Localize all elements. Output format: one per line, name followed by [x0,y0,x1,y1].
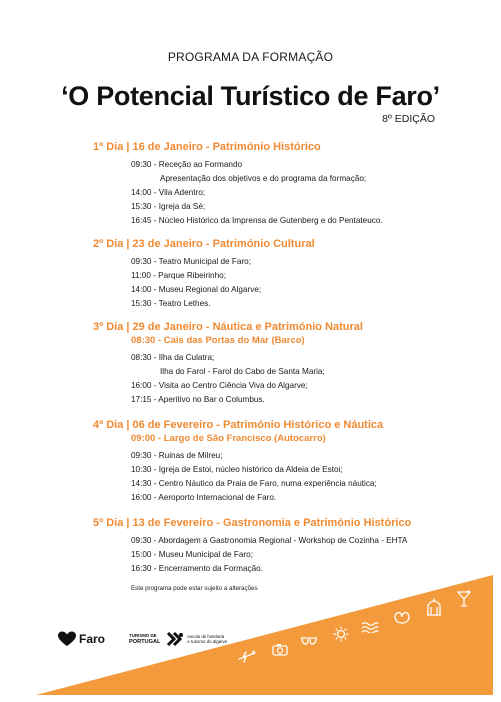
day-3-section [93,320,483,407]
schedule-item: 09:30 - Receção ao Formando [131,160,243,169]
day-meeting-point: 09:00 - Largo de São Francisco (Autocarro) [131,433,326,444]
schedule-item: 16:45 - Núcleo Histórico da Imprensa de Gutenberg e do Pentateuco. [131,216,383,225]
day-meeting-point: 08:30 - Cais das Portas do Mar (Barco) [131,335,305,346]
schedule-item: 10:30 - Igreja de Estoi, núcleo histórico da Aldeia de Estoi; [131,465,343,474]
day-2-section [93,237,483,311]
schedule-item: 14:00 - Vila Adentro; [131,188,206,197]
escola-logo-line2: e turismo do algarve [187,639,228,644]
day-items [131,534,483,576]
day-title: 4º Dia | 06 de Fevereiro - Património Histórico e Náutica [93,419,384,431]
sun-icon [333,626,349,642]
day-title: 5º Dia | 13 de Fevereiro - Gastronomia e Património Histórico [93,517,412,529]
edition-label: 8º EDIÇÃO [382,113,435,125]
escola-hotelaria-logo [166,631,227,647]
day-items [131,158,483,228]
schedule-item: 08:30 - Ilha da Culatra; [131,353,215,362]
schedule-item: 09:30 - Ruinas de Milreu; [131,451,223,460]
camera-icon [272,643,288,656]
day-items [131,255,483,311]
schedule-item: 09:30 - Abordagem à Gastronomia Regional - Workshop de Cozinha - EHTA [131,536,408,545]
schedule-item: 16:30 - Encerramento da Formação. [131,564,263,573]
schedule-item: Apresentação dos objetivos e do programa da formação; [160,174,367,183]
faro-heart-icon [57,631,77,647]
plane-icon [238,650,256,664]
turismo-logo-line1: TURISMO DE [129,633,157,638]
program-label: PROGRAMA DA FORMAÇÃO [167,50,334,64]
day-items [131,449,483,505]
page-title: ‘O Potencial Turístico de Faro’ [61,81,440,111]
pretzel-icon [393,609,411,625]
footnote: Este programa pode estar sujeito a alterações [131,585,258,592]
day-title: 1º Dia | 16 de Janeiro - Património Histórico [93,141,321,153]
turismo-logo-line2: PORTUGAL [129,639,161,645]
schedule-item: 09:30 - Teatro Municipal de Faro; [131,257,251,266]
day-title: 3º Dia | 29 de Janeiro - Náutica e Património Natural [93,321,363,333]
sunglasses-icon [300,636,318,645]
turismo-portugal-logo [129,633,160,645]
faro-logo [57,631,105,647]
schedule-item: Ilha do Farol - Farol do Cabo de Santa Maria; [160,367,325,376]
escola-logo-line1: escola de hotelaria [187,633,225,639]
partner-logos [57,628,227,650]
schedule-item: 15:30 - Igreja da Sé; [131,202,206,211]
day-5-section [93,516,483,576]
day-4-section [93,418,483,505]
day-1-section [93,140,483,228]
waves-icon [361,621,379,633]
schedule-item: 15:00 - Museu Municipal de Faro; [131,550,253,559]
cocktail-icon [457,590,471,607]
schedule-item: 14:00 - Museu Regional do Algarve; [131,285,262,294]
monument-icon [426,598,442,616]
day-title: 2º Dia | 23 de Janeiro - Património Cultural [93,238,315,250]
schedule-item: 16:00 - Aeroporto Internacional de Faro. [131,493,277,502]
schedule-item: 16:00 - Visita ao Centro Ciência Viva do Algarve; [131,381,308,390]
schedule-item: 14:30 - Centro Náutico da Praia de Faro, numa experiência náutica; [131,479,377,488]
escola-logo-text [187,634,227,645]
escola-logo-icon [166,631,184,647]
faro-logo-text: Faro [79,632,106,646]
schedule-item: 15:30 - Teatro Lethes. [131,299,211,308]
schedule-item: 17:15 - Aperitivo no Bar o Columbus. [131,395,265,404]
schedule-item: 11:00 - Parque Ribeirinho; [131,271,226,280]
day-items [131,351,483,407]
